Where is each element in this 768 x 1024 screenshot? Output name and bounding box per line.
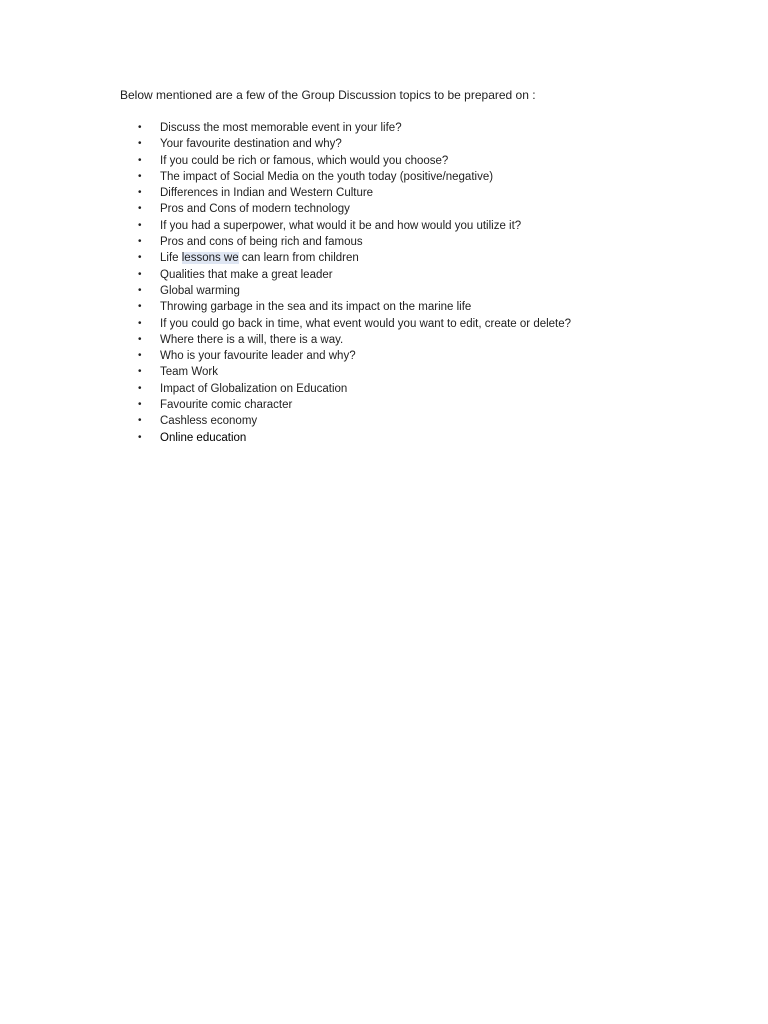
topic-text: Pros and Cons of modern technology [160, 203, 350, 216]
bullet-icon: • [138, 122, 142, 133]
bullet-icon: • [138, 415, 142, 427]
bullet-icon: • [138, 138, 142, 150]
bullet-icon: • [138, 431, 142, 443]
bullet-icon: • [138, 350, 142, 362]
topic-text: Throwing garbage in the sea and its impact on the marine life [160, 301, 472, 314]
topic-text: Cashless economy [160, 415, 258, 428]
topic-text: If you could go back in time, what event would you want to edit, create or delete? [160, 317, 572, 330]
topic-text-before: Life [160, 252, 182, 265]
bullet-icon: • [138, 366, 142, 378]
topic-text: Discuss the most memorable event in your life? [160, 122, 402, 134]
topic-text: Team Work [160, 366, 218, 379]
bullet-icon: • [138, 170, 142, 182]
bullet-icon: • [138, 333, 142, 345]
bullet-icon: • [138, 382, 142, 394]
topic-text: Qualities that make a great leader [160, 268, 333, 281]
text-selection-highlight: lessons we [181, 252, 239, 265]
bullet-icon: • [138, 154, 142, 166]
bullet-icon: • [138, 187, 142, 199]
bullet-icon: • [138, 236, 142, 248]
intro-text: Below mentioned are a few of the Group Discussion topics to be prepared on : [120, 88, 536, 102]
topic-text: If you could be rich or famous, which would you choose? [160, 154, 449, 167]
topic-text-after: can learn from children [238, 252, 359, 265]
topic-text: Impact of Globalization on Education [160, 382, 348, 395]
bullet-icon: • [138, 399, 142, 411]
bullet-icon: • [138, 268, 142, 280]
topic-text: Differences in Indian and Western Culture [160, 187, 374, 200]
topic-text: Where there is a will, there is a way. [160, 333, 344, 346]
topic-text: Favourite comic character [160, 399, 293, 412]
bullet-icon: • [138, 301, 142, 313]
topic-text: If you had a superpower, what would it be and how would you utilize it? [160, 219, 522, 232]
bullet-icon: • [138, 219, 142, 231]
topic-text: Who is your favourite leader and why? [160, 350, 356, 363]
bullet-icon: • [138, 203, 142, 215]
bullet-icon: • [138, 252, 142, 264]
topic-text: Online education [160, 431, 247, 444]
bullet-icon: • [138, 284, 142, 296]
topic-text: Pros and cons of being rich and famous [160, 236, 363, 249]
bullet-icon: • [138, 317, 142, 329]
topic-text: Your favourite destination and why? [160, 138, 342, 151]
topic-text: Global warming [160, 284, 240, 297]
topic-text: The impact of Social Media on the youth today (positive/negative) [160, 170, 494, 183]
topic-text [160, 250, 359, 266]
